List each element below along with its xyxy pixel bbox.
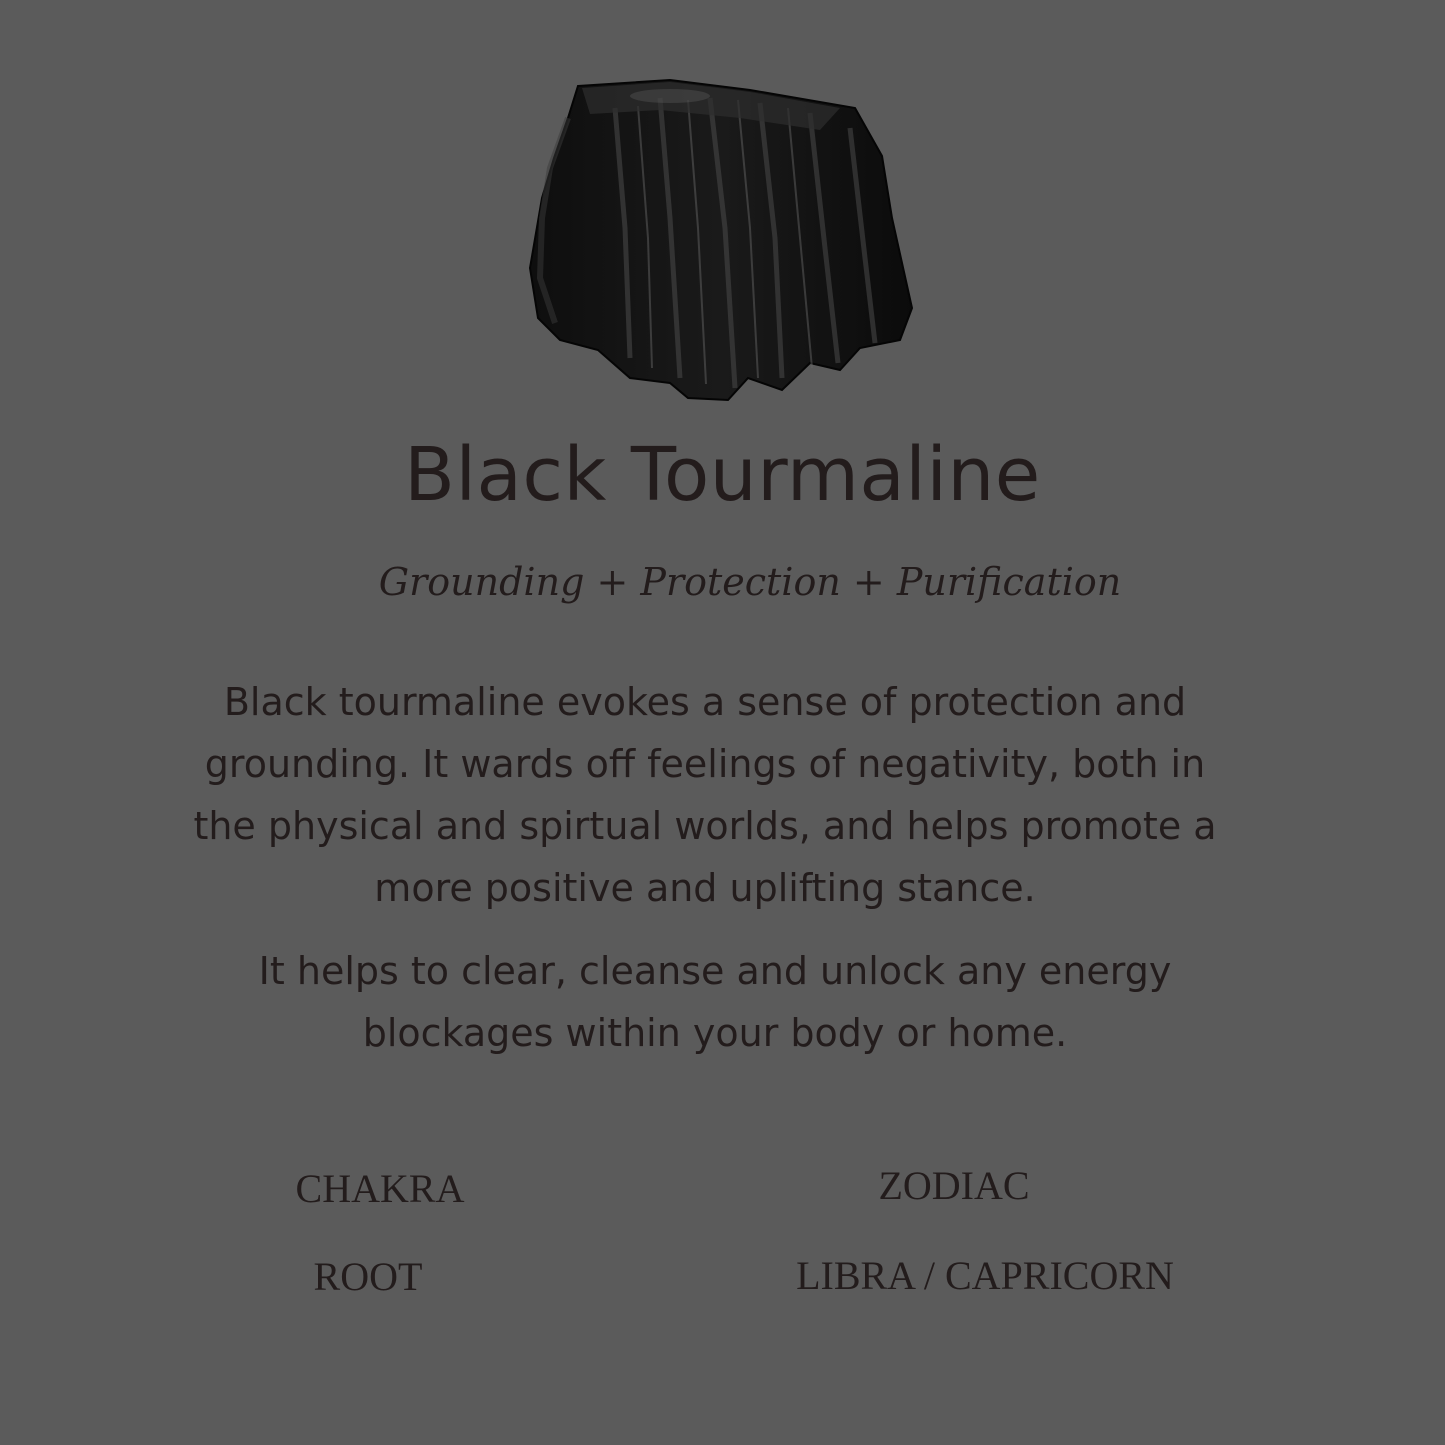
stone-title: Black Tourmaline bbox=[404, 432, 1041, 518]
stone-subtitle: Grounding + Protection + Purification bbox=[378, 560, 1122, 604]
description-paragraph: It helps to clear, cleanse and unlock any energy blockages within your body or home. bbox=[258, 949, 1172, 1055]
black-tourmaline-stone-image bbox=[520, 78, 920, 403]
chakra-label: CHAKRA bbox=[295, 1166, 465, 1211]
chakra-value: ROOT bbox=[313, 1254, 423, 1299]
zodiac-label: ZODIAC bbox=[878, 1163, 1030, 1208]
description-paragraph: Black tourmaline evokes a sense of protection and grounding. It wards off feelings of negativity, both in the physical and spirtual worlds, and helps promote a more positive and uplifting stance. bbox=[193, 680, 1217, 910]
zodiac-value: LIBRA / CAPRICORN bbox=[796, 1253, 1174, 1298]
